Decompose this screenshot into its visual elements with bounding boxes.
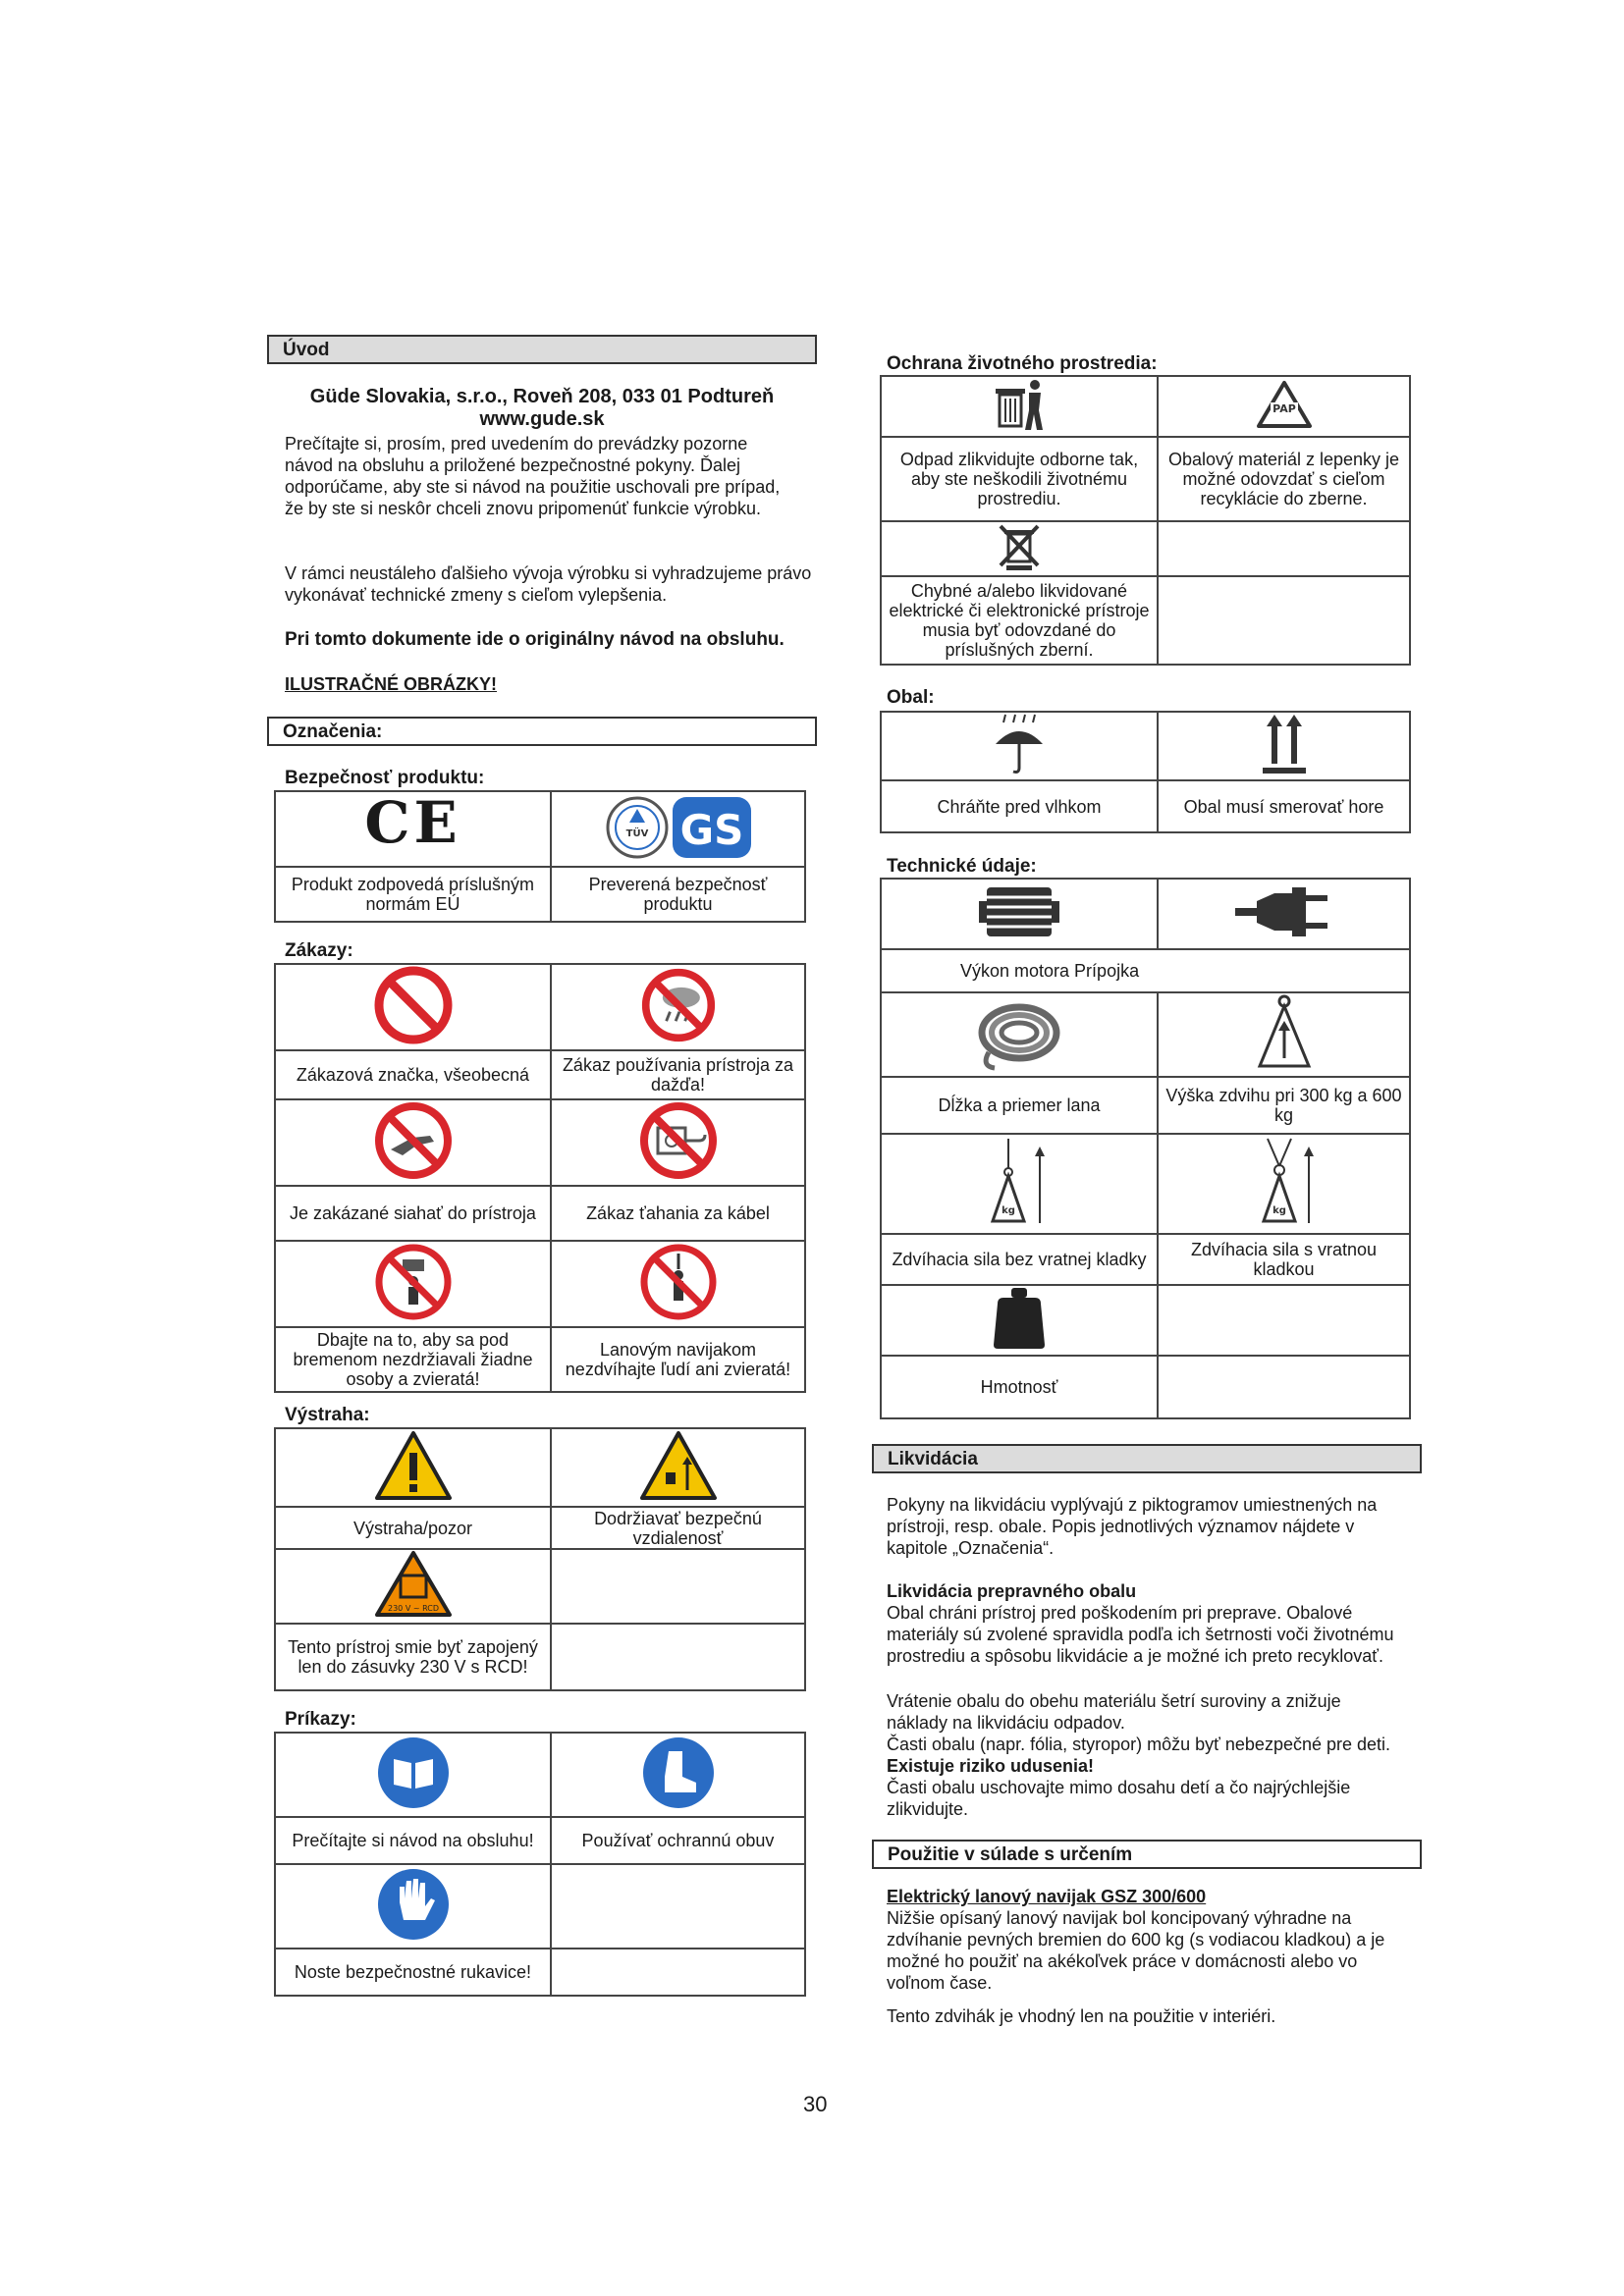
ochrana-text-pap: Obalový materiál z lepenky je možné odovzdať s cieľom recyklácie do zberne.: [1158, 437, 1410, 521]
tech-empty-text: [1158, 1356, 1410, 1418]
lift-height-icon: [1158, 992, 1410, 1077]
read-manual-icon: [275, 1733, 551, 1817]
keep-dry-icon: [881, 712, 1158, 780]
likvidacia-danger-text: Časti obalu (napr. fólia, styropor) môžu byť nebezpečné pre deti.: [887, 1735, 1391, 1754]
zakazy-text-cable: Zákaz ťahania za kábel: [551, 1186, 805, 1241]
tech-text-rope: Dĺžka a priemer lana: [881, 1077, 1158, 1134]
tech-title: Technické údaje:: [887, 856, 1037, 877]
prikazy-title: Príkazy:: [285, 1709, 356, 1730]
bezpecnost-text-ce: Produkt zodpovedá príslušným normám EÚ: [275, 867, 551, 922]
weight-icon: [881, 1285, 1158, 1356]
ochrana-title: Ochrana životného prostredia:: [887, 353, 1158, 374]
svg-text:GS: GS: [679, 805, 743, 854]
likvidacia-subheading: Likvidácia prepravného obalu: [887, 1581, 1137, 1601]
likvidacia-para-danger: [887, 1734, 1397, 1777]
rcd-socket-icon: [275, 1549, 551, 1624]
no-touch-icon: [275, 1099, 551, 1186]
zakazy-title: Zákazy:: [285, 940, 353, 961]
ochrana-empty-cell: [1158, 521, 1410, 576]
pouzitie-para-purpose: Nižšie opísaný lanový navijak bol koncipovaný výhradne na zdvíhanie pevných bremien do 600 kg (s vodiacou kladkou) a je možné ho použiť na akékoľvek práce v domácnosti alebo vo voľnom čase.: [887, 1908, 1385, 1993]
rope-coil-icon: [881, 992, 1158, 1077]
intro-paragraph: Prečítajte si, prosím, pred uvedením do prevádzky pozorne návod na obsluhu a priložené bezpečnostné pokyny. Ďalej odporúčame, aby ste si návod na použitie uschovali pre prípad, že by ste si neskôr chceli znovu pripomenúť funkcie výrobku.: [285, 434, 781, 518]
zakazy-text-general: Zákazová značka, všeobecná: [275, 1050, 551, 1099]
tech-empty-cell: [1158, 1285, 1410, 1356]
tech-text-no-pulley: Zdvíhacia sila bez vratnej kladky: [881, 1234, 1158, 1285]
prikazy-text-manual: Prečítajte si návod na obsluhu!: [275, 1817, 551, 1864]
company-address: Güde Slovakia, s.r.o., Roveň 208, 033 01 Podtureň: [309, 386, 775, 407]
svg-text:PAP: PAP: [1272, 402, 1296, 415]
vystraha-title: Výstraha:: [285, 1405, 370, 1425]
general-prohibition-icon: [275, 964, 551, 1050]
bezpecnost-title: Bezpečnosť produktu:: [285, 768, 485, 788]
no-persons-under-load-icon: [275, 1241, 551, 1327]
no-rain-use-icon: [551, 964, 805, 1050]
svg-text:kg: kg: [1001, 1205, 1015, 1216]
prikazy-table: [274, 1732, 806, 1997]
this-way-up-icon: [1158, 712, 1410, 780]
bezpecnost-text-gs: Preverená bezpečnosť produktu: [551, 867, 805, 922]
pouzitie-subheading: Elektrický lanový navijak GSZ 300/600: [887, 1887, 1207, 1906]
uvod-header: Úvod: [267, 335, 817, 364]
oznacenia-header: Označenia:: [267, 717, 817, 746]
obal-text-dry: Chráňte pred vlhkom: [881, 780, 1158, 832]
vystraha-empty-cell: [551, 1549, 805, 1624]
safety-boots-icon: [551, 1733, 805, 1817]
zakazy-text-lift-persons: Lanovým navijakom nezdvíhajte ľudí ani zvieratá!: [551, 1327, 805, 1392]
tech-text-with-pulley: Zdvíhacia sila s vratnou kladkou: [1158, 1234, 1410, 1285]
ochrana-text-dispose: Odpad zlikvidujte odborne tak, aby ste neškodili životnému prostrediu.: [881, 437, 1158, 521]
dispose-properly-icon: [881, 376, 1158, 437]
ce-mark-icon: CE: [275, 791, 551, 867]
likvidacia-intro: Pokyny na likvidáciu vyplývajú z piktogramov umiestnených na prístroji, resp. obale. Popis jednotlivých významov nájdete v kapitole „Označenia“.: [887, 1495, 1378, 1558]
pouzitie-header: Použitie v súlade s určením: [872, 1840, 1422, 1869]
tuv-gs-icon: [551, 791, 805, 867]
likvidacia-para-return: Vrátenie obalu do obehu materiálu šetrí suroviny a znižuje náklady na likvidáciu odpadov.: [887, 1691, 1341, 1733]
prikazy-text-boots: Používať ochrannú obuv: [551, 1817, 805, 1864]
motor-icon: [881, 879, 1158, 949]
prikazy-empty-cell: [551, 1864, 805, 1949]
page-number: 30: [803, 2092, 828, 2116]
lift-with-pulley-icon: [1158, 1134, 1410, 1234]
warning-icon: [275, 1428, 551, 1507]
safety-gloves-icon: [275, 1864, 551, 1949]
likvidacia-header: Likvidácia: [872, 1444, 1422, 1473]
safety-distance-icon: [551, 1428, 805, 1507]
vystraha-text-rcd: Tento prístroj smie byť zapojený len do zásuvky 230 V s RCD!: [275, 1624, 551, 1690]
pouzitie-para-indoor: Tento zdvihák je vhodný len na použitie v interiéri.: [887, 2006, 1276, 2026]
likvidacia-para-children: Časti obalu uschovajte mimo dosahu detí a čo najrýchlejšie zlikvidujte.: [887, 1778, 1351, 1819]
ochrana-text-weee: Chybné a/alebo likvidované elektrické či elektronické prístroje musia byť odovzdané do príslušných zberní.: [881, 576, 1158, 665]
obal-table: [880, 711, 1411, 833]
svg-text:TÜV: TÜV: [625, 828, 648, 839]
zakazy-text-touch: Je zakázané siahať do prístroja: [275, 1186, 551, 1241]
vystraha-table: [274, 1427, 806, 1691]
weee-bin-icon: [881, 521, 1158, 576]
original-manual-note: Pri tomto dokumente ide o originálny návod na obsluhu.: [285, 629, 785, 650]
vystraha-text-distance: Dodržiavať bezpečnú vzdialenosť: [551, 1507, 805, 1549]
ochrana-empty-text: [1158, 576, 1410, 665]
likvidacia-para-protect: Obal chráni prístroj pred poškodením pri preprave. Obalové materiály sú zvolené spravidla podľa ich šetrnosti voči životnému prostrediu a spôsobu likvidácie a je možné ich preto recyklovať.: [887, 1603, 1394, 1666]
lift-no-pulley-icon: [881, 1134, 1158, 1234]
bezpecnost-table: [274, 790, 806, 923]
tech-table: [880, 878, 1411, 1419]
tech-text-lift-height: Výška zdvihu pri 300 kg a 600 kg: [1158, 1077, 1410, 1134]
illustrations-note: ILUSTRAČNÉ OBRÁZKY!: [285, 674, 497, 694]
tech-text-weight: Hmotnosť: [881, 1356, 1158, 1418]
tech-text-motor: Výkon motora Prípojka: [881, 949, 1410, 992]
tech-changes-paragraph: V rámci neustáleho ďalšieho vývoja výrobku si vyhradzujeme právo vykonávať technické zmeny s cieľom vylepšenia.: [285, 563, 812, 605]
company-website[interactable]: www.gude.sk: [479, 408, 605, 430]
plug-icon: [1158, 879, 1410, 949]
obal-text-up: Obal musí smerovať hore: [1158, 780, 1410, 832]
vystraha-text-warning: Výstraha/pozor: [275, 1507, 551, 1549]
zakazy-text-rain: Zákaz používania prístroja za dažďa!: [551, 1050, 805, 1099]
zakazy-text-under-load: Dbajte na to, aby sa pod bremenom nezdržiavali žiadne osoby a zvieratá!: [275, 1327, 551, 1392]
ochrana-table: [880, 375, 1411, 666]
suffocation-warning: Existuje riziko udusenia!: [887, 1756, 1095, 1776]
vystraha-empty-text: [551, 1624, 805, 1690]
prikazy-empty-text: [551, 1949, 805, 1996]
no-pull-cable-icon: [551, 1099, 805, 1186]
svg-text:kg: kg: [1272, 1205, 1286, 1216]
svg-text:230 V ~ RCD: 230 V ~ RCD: [387, 1604, 439, 1613]
obal-title: Obal:: [887, 687, 935, 708]
prikazy-text-gloves: Noste bezpečnostné rukavice!: [275, 1949, 551, 1996]
pap-recycle-icon: [1158, 376, 1410, 437]
zakazy-table: [274, 963, 806, 1393]
no-lift-persons-icon: [551, 1241, 805, 1327]
